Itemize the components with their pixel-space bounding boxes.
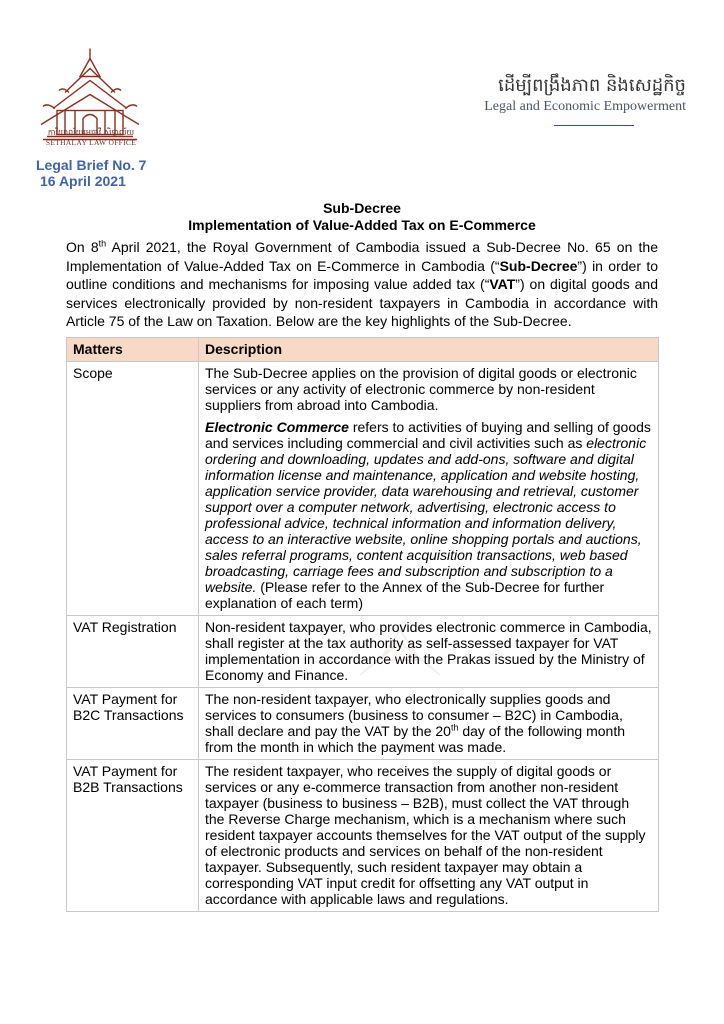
intro-defined-term: VAT [489, 276, 516, 293]
matter-scope: Scope [67, 362, 199, 616]
partner-name-english: Legal and Economic Empowerment [484, 99, 686, 114]
intro-text: ”) in order to outline conditions and mechanisms for imposing value added tax (“ [66, 257, 658, 293]
b2c-superscript: th [450, 722, 459, 733]
matter-b2b: VAT Payment for B2B Transactions [67, 760, 199, 912]
table-row [67, 760, 659, 912]
firm-name-english: SETHALAY LAW OFFICE [45, 138, 137, 147]
annex-note: (Please refer to the Annex of the Sub-Decree for further explanation of each term) [205, 579, 605, 611]
description-b2b: The resident taxpayer, who receives the supply of digital goods or services or any e-commerce transaction from another non-resident taxpayer (business to business – B2B), must collect the VAT through the Reverse Charge mechanism, which is a mechanism where such resident taxpayer accounts themselves for the VAT output of the supply of electronic products and services on behalf of the non-resident taxpayer. Subsequently, such resident taxpayer may obtain a corresponding VAT input credit for offsetting any VAT output in accordance with applicable laws and regulations. [199, 760, 659, 912]
matter-vat-registration: VAT Registration [67, 616, 199, 688]
brief-date: 16 April 2021 [40, 173, 126, 189]
matter-b2c: VAT Payment for B2C Transactions [67, 688, 199, 760]
description-b2c [199, 688, 659, 760]
partner-underline [554, 125, 634, 126]
b2c-text: The non-resident taxpayer, who electronically supplies goods and services to consumers (business to consumer – B2C) in Cambodia, shall declare and pay the VAT by the 20 [205, 691, 623, 739]
title-line-2: Implementation of Value-Added Tax on E-Commerce [188, 217, 536, 233]
intro-text: On 8 [66, 239, 99, 255]
description-vat-registration: Non-resident taxpayer, who provides electronic commerce in Cambodia, shall register at the tax authority as self-assessed taxpayer for VAT implementation in accordance with the Prakas issued by the Ministry of Economy and Finance. [199, 616, 659, 688]
highlights-table [66, 337, 659, 912]
table-row [67, 362, 659, 616]
partner-branding [426, 74, 686, 116]
header-description: Description [199, 338, 659, 362]
ecommerce-definition [205, 419, 652, 611]
table-header-row [67, 338, 659, 362]
title-line-1: Sub-Decree [323, 200, 401, 216]
partner-name-khmer: ដើម្បីពង្រឹងភាព និងសេដ្ឋកិច្ច [498, 75, 686, 96]
scope-paragraph: The Sub-Decree applies on the provision of digital goods or electronic services or any activity of electronic commerce by non-resident suppliers from abroad into Cambodia. [205, 365, 637, 413]
table-row [67, 616, 659, 688]
ecommerce-examples: electronic ordering and downloading, updates and add-ons, software and digital information license and maintenance, application and website hosting, application service provider, data warehousing and retrieval, customer support over a computer network, advertising, electronic access to professional advice, technical information and information delivery, access to an interactive website, online shopping portals and auctions, sales referral programs, content acquisition transactions, web based broadcasting, carriage fees and subscription and subscription to a website. [205, 435, 647, 595]
intro-text: ”) on digital goods and services electronically provided by non-resident taxpayers in Cambodia in accordance with Article 75 of the Law on Taxation. Below are the key highlights of the Sub-Decree. [66, 276, 658, 330]
firm-name-khmer: ការិយាល័យមេធាវី សិទ្ធាល័យ [47, 128, 135, 137]
description-scope [199, 362, 659, 616]
ecommerce-definition-text: refers to activities of buying and selling of goods and services including commercial and civil activities such as [205, 419, 651, 451]
brief-info [36, 157, 146, 189]
header-matters: Matters [67, 338, 199, 362]
intro-text: April 2021, the Royal Government of Cambodia issued a Sub-Decree No. 65 on the Implementation of Value-Added Tax on E-Commerce in Cambodia (“ [66, 239, 658, 274]
intro-defined-term: Sub-Decree [499, 257, 578, 274]
intro-paragraph [66, 238, 658, 331]
intro-superscript: th [98, 238, 107, 249]
ecommerce-term: Electronic Commerce [205, 419, 349, 435]
b2c-text: day of the following month from the month in which the payment was made. [205, 723, 625, 755]
brief-number: Legal Brief No. 7 [36, 157, 147, 173]
document-title [66, 200, 658, 234]
table-row [67, 688, 659, 760]
